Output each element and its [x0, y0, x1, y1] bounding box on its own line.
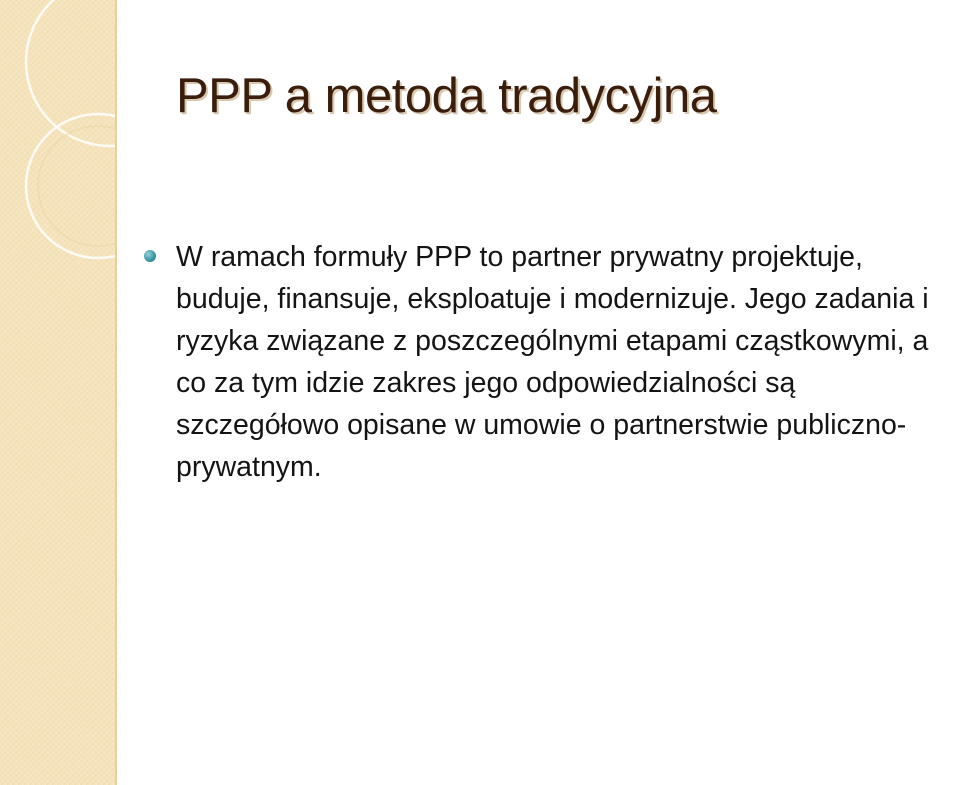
decorative-circles-icon: [0, 0, 115, 300]
decorative-side-panel: [0, 0, 117, 785]
bullet-item: [140, 236, 940, 488]
bullet-list: [140, 236, 940, 488]
bullet-text: W ramach formuły PPP to partner prywatny projektuje, buduje, finansuje, eksploatuje i modernizuje. Jego zadania i ryzyka związane z poszczególnymi etapami cząstkowymi, a co za tym idzie zakres jego odpowiedzialności są szczegółowo opisane w umowie o partnerstwie publiczno-prywatnym.: [176, 241, 929, 483]
slide-title: PPP a metoda tradycyjna: [176, 69, 717, 123]
bullet-dot-icon: [144, 250, 156, 262]
